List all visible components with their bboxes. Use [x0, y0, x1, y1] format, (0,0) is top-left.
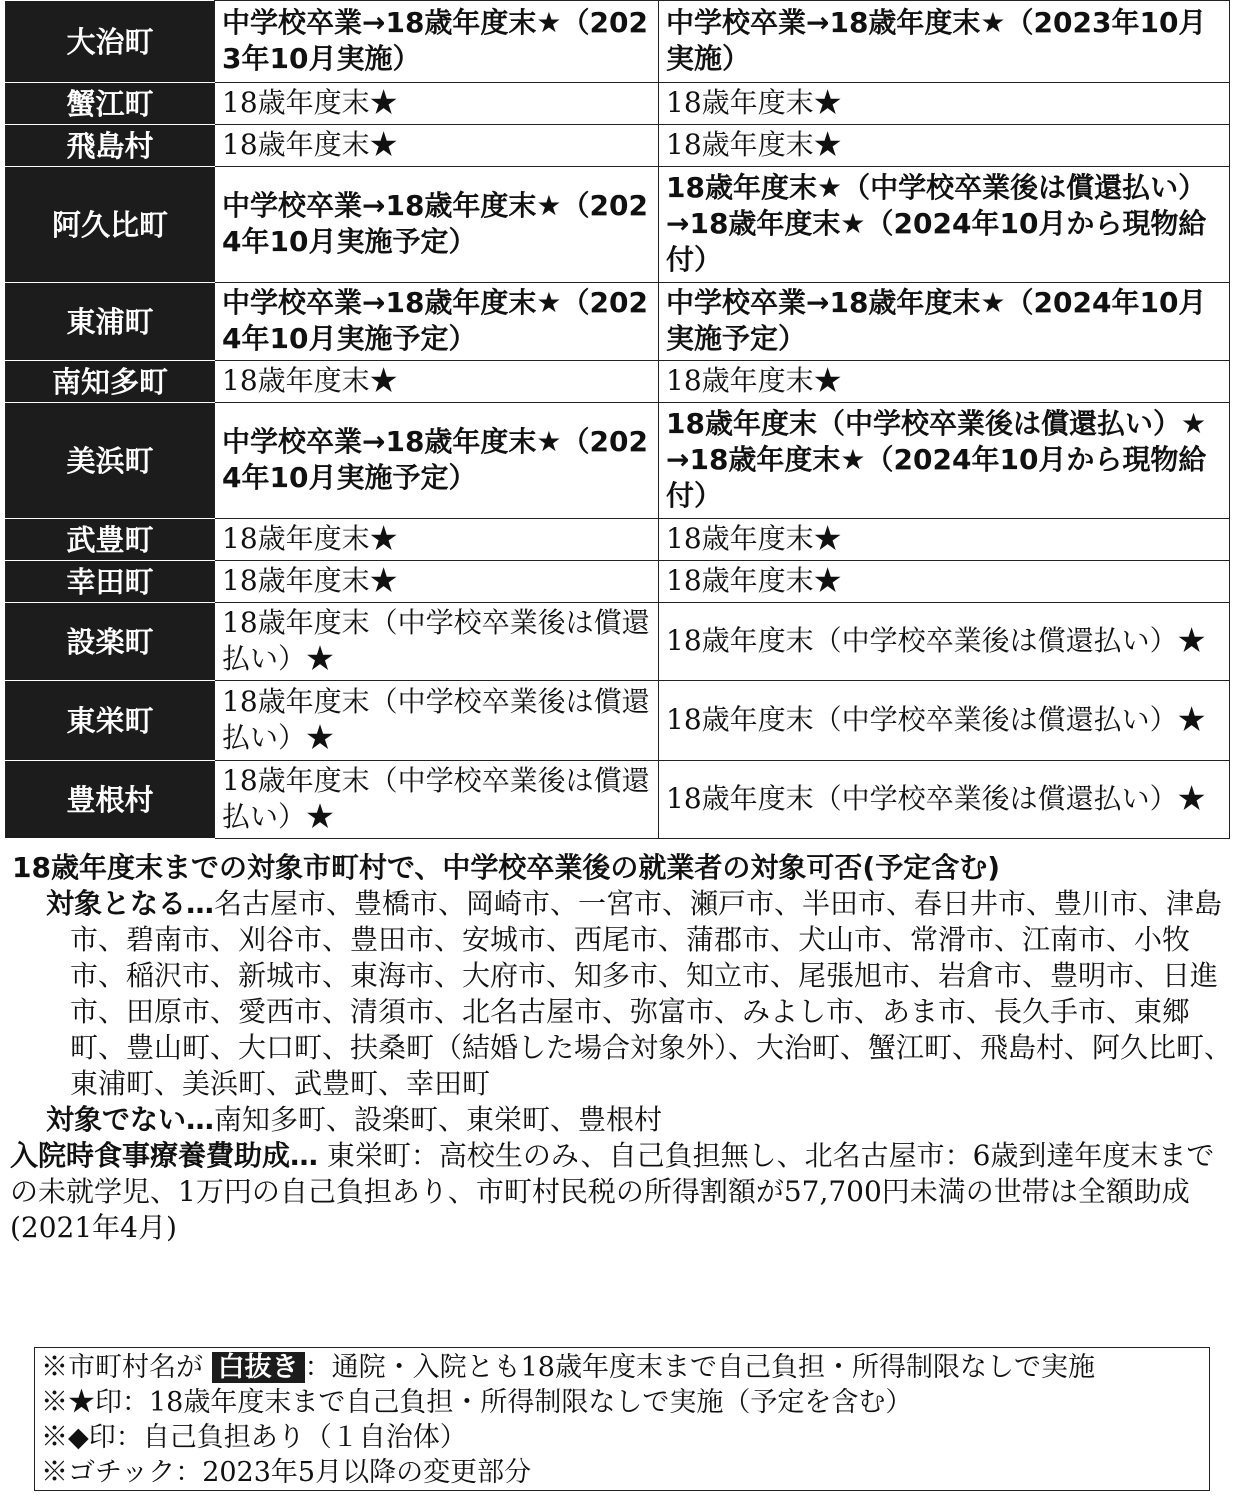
current-coverage-cell: 中学校卒業→18歳年度末★（2024年10月実施予定）: [215, 167, 659, 283]
legend-line-1-suffix: ：通院・入院とも18歳年度末まで自己負担・所得制限なしで実施: [304, 1352, 1095, 1383]
subsidy-table: [5, 0, 1230, 839]
current-coverage-cell: 中学校卒業→18歳年度末★（2023年10月実施）: [215, 1, 659, 83]
notes-heading: 18歳年度末までの対象市町村で、中学校卒業後の就業者の対象可否(予定含む): [12, 851, 1001, 884]
meal-subsidy-note: [10, 1138, 1232, 1246]
municipality-name: 設楽町: [6, 603, 215, 681]
municipality-name: 幸田町: [6, 561, 215, 603]
table-row: [6, 681, 1230, 761]
table-row: [6, 83, 1230, 125]
planned-coverage-cell: 中学校卒業→18歳年度末★（2023年10月実施）: [659, 1, 1230, 83]
legend-line-3: ※◆印：自己負担あり（１自治体）: [41, 1422, 467, 1453]
planned-coverage-cell: 18歳年度末★: [659, 361, 1230, 403]
current-coverage-cell: 中学校卒業→18歳年度末★（2024年10月実施予定）: [215, 403, 659, 519]
municipality-name: 東浦町: [6, 283, 215, 361]
current-coverage-cell: 18歳年度末（中学校卒業後は償還払い）★: [215, 681, 659, 761]
eligible-label: 対象となる…: [46, 887, 215, 920]
table-row: [6, 561, 1230, 603]
not-eligible-label: 対象でない…: [46, 1103, 215, 1136]
municipality-name: 南知多町: [6, 361, 215, 403]
planned-coverage-cell: 中学校卒業→18歳年度末★（2024年10月実施予定）: [659, 283, 1230, 361]
planned-coverage-cell: 18歳年度末★: [659, 83, 1230, 125]
planned-coverage-cell: 18歳年度末★: [659, 561, 1230, 603]
current-coverage-cell: 18歳年度末★: [215, 561, 659, 603]
municipality-name: 美浜町: [6, 403, 215, 519]
meal-subsidy-text: 東栄町：高校生のみ、自己負担無し、北名古屋市：6歳到達年度末までの未就学児、1万円の自己負担あり、市町村民税の所得割額が57,700円未満の世帯は全額助成(2021年4月): [10, 1139, 1215, 1244]
current-coverage-cell: 18歳年度末（中学校卒業後は償還払い）★: [215, 603, 659, 681]
planned-coverage-cell: 18歳年度末（中学校卒業後は償還払い）★: [659, 681, 1230, 761]
legend-line-1: [41, 1350, 1203, 1385]
table-row: [6, 603, 1230, 681]
table-row: [6, 125, 1230, 167]
legend-highlight-sample: 白抜き: [212, 1352, 305, 1383]
current-coverage-cell: 18歳年度末★: [215, 83, 659, 125]
legend-box: [34, 1347, 1210, 1491]
planned-coverage-cell: 18歳年度末（中学校卒業後は償還払い）★: [659, 603, 1230, 681]
planned-coverage-cell: 18歳年度末★（中学校卒業後は償還払い）→18歳年度末★（2024年10月から現物給付）: [659, 167, 1230, 283]
table-row: [6, 1, 1230, 83]
eligible-list: [10, 886, 1232, 1102]
municipality-name: 蟹江町: [6, 83, 215, 125]
legend-line-4: ※ゴチック：2023年5月以降の変更部分: [41, 1457, 532, 1488]
table-row: [6, 519, 1230, 561]
current-coverage-cell: 18歳年度末★: [215, 125, 659, 167]
table-row: [6, 361, 1230, 403]
meal-subsidy-label: 入院時食事療養費助成…: [10, 1139, 319, 1172]
planned-coverage-cell: 18歳年度末★: [659, 125, 1230, 167]
current-coverage-cell: 中学校卒業→18歳年度末★（2024年10月実施予定）: [215, 283, 659, 361]
not-eligible-text: 南知多町、設楽町、東栄町、豊根村: [214, 1103, 663, 1136]
legend-line-1-prefix: ※市町村名が: [41, 1352, 203, 1383]
legend-line-2: ※★印：18歳年度末まで自己負担・所得制限なしで実施（予定を含む）: [41, 1387, 913, 1418]
notes-section: [10, 850, 1232, 1246]
municipality-name: 飛島村: [6, 125, 215, 167]
current-coverage-cell: 18歳年度末★: [215, 519, 659, 561]
table-row: [6, 167, 1230, 283]
table-row: [6, 761, 1230, 839]
planned-coverage-cell: 18歳年度末★: [659, 519, 1230, 561]
current-coverage-cell: 18歳年度末★: [215, 361, 659, 403]
municipality-name: 大治町: [6, 1, 215, 83]
municipality-name: 武豊町: [6, 519, 215, 561]
planned-coverage-cell: 18歳年度末（中学校卒業後は償還払い）★: [659, 761, 1230, 839]
municipality-name: 豊根村: [6, 761, 215, 839]
eligible-text: 名古屋市、豊橋市、岡崎市、一宮市、瀬戸市、半田市、春日井市、豊川市、津島市、碧南市、刈谷市、豊田市、安城市、西尾市、蒲郡市、犬山市、常滑市、江南市、小牧市、稲沢市、新城市、東海市、大府市、知多市、知立市、尾張旭市、岩倉市、豊明市、日進市、田原市、愛西市、清須市、北名古屋市、弥富市、みよし市、あま市、長久手市、東郷町、豊山町、大口町、扶桑町（結婚した場合対象外）、大治町、蟹江町、飛島村、阿久比町、東浦町、美浜町、武豊町、幸田町: [70, 887, 1233, 1100]
table-row: [6, 283, 1230, 361]
not-eligible-list: [10, 1102, 1232, 1138]
municipality-name: 東栄町: [6, 681, 215, 761]
table-row: [6, 403, 1230, 519]
municipality-name: 阿久比町: [6, 167, 215, 283]
planned-coverage-cell: 18歳年度末（中学校卒業後は償還払い）★→18歳年度末★（2024年10月から現物給付）: [659, 403, 1230, 519]
current-coverage-cell: 18歳年度末（中学校卒業後は償還払い）★: [215, 761, 659, 839]
